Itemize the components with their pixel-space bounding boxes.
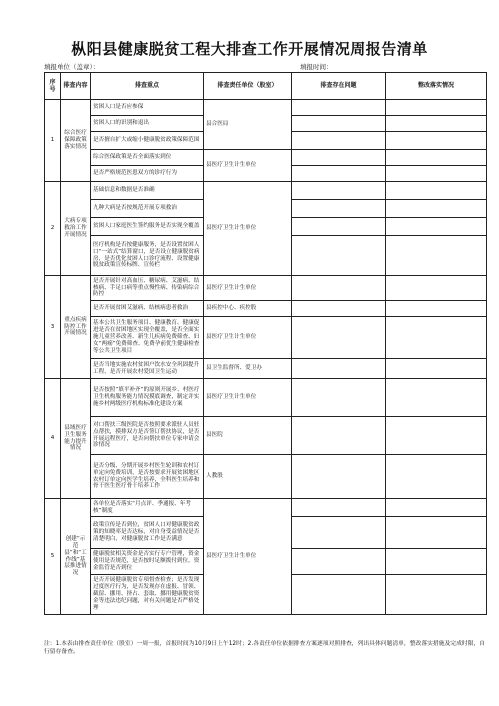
row-content: 大病专项救治工作开展情况 (61, 182, 91, 276)
dept-cell: 县医疗卫生计生单位 (204, 276, 292, 301)
rectify-cell[interactable] (386, 517, 487, 549)
row-content: 创建“示范县”和“工作线”基层推进情况 (61, 499, 91, 615)
focus-cell: 政策宣传是否到位，贫困人口对健康脱贫政策的知晓率是否达标，对自身受益情况是否清楚明白，对健康脱贫工作是否满意 (91, 517, 204, 549)
table-row (45, 182, 487, 200)
table-row (45, 417, 487, 455)
rectify-cell[interactable] (386, 317, 487, 359)
unit-label: 填报单位（盖章）： (44, 63, 100, 71)
dept-cell: 县疾控中心、疾控股 (204, 301, 292, 317)
focus-cell: 贫困人口家庭医生签约服务是否实现全覆盖 (91, 218, 204, 236)
issues-cell[interactable] (292, 236, 386, 276)
focus-cell: 医疗机构是否按健康服务，是否设置贫困人口“一站式”结算窗口，是否设立健康脱贫病房，是否优化贫困人口诊疗流程、设置健康脱贫政策宣传标牌、宣传栏 (91, 236, 204, 276)
table-row (45, 301, 487, 317)
dept-cell: 县医疗卫生计生单位 (204, 499, 292, 615)
rectify-cell[interactable] (386, 276, 487, 301)
issues-cell[interactable] (292, 417, 386, 455)
rectify-cell[interactable] (386, 575, 487, 615)
issues-cell[interactable] (292, 455, 386, 499)
focus-cell: 贫困人口的识别和退出 (91, 116, 204, 132)
header-seq: 序号 (45, 73, 61, 100)
focus-cell: 基本公共卫生服务项目、健康教育、健康促进是否在贫困地区实现全覆盖，是否全面实施儿童营养改善、新生儿疾病免费筛查、妇女“两癌”免费筛查、免费孕前优生健康检查等公共卫生项目 (91, 317, 204, 359)
rectify-cell[interactable] (386, 417, 487, 455)
header-issues: 排查存在问题 (292, 73, 386, 100)
focus-cell: 是否分级、分期开展乡村医生轮训和农村订单定向免费培训，是否按要求开展贫困地区农村订单定向医学生培养，全科医生培养和骨干医生医疗骨干培养工作 (91, 455, 204, 499)
header-rectify: 整改落实情况 (386, 73, 487, 100)
table-row (45, 317, 487, 359)
time-label: 填报时间： (300, 63, 333, 71)
dept-cell: 县医院 (204, 417, 292, 455)
issues-cell[interactable] (292, 549, 386, 575)
rectify-cell[interactable] (386, 132, 487, 150)
header-row (45, 73, 487, 100)
issues-cell[interactable] (292, 499, 386, 517)
dept-cell: 县医疗卫生计生单位 (204, 150, 292, 182)
focus-cell: 是否开展针对高血压、糖尿病、艾滋病、结核病、手足口病等重点慢性病、传染病综合防控 (91, 276, 204, 301)
row-content: 综合医疗保障政策落实情况 (61, 100, 91, 182)
row-seq: 3 (45, 276, 61, 379)
rectify-cell[interactable] (386, 166, 487, 182)
focus-cell: 基础信息和数据是否准确 (91, 182, 204, 200)
focus-cell: 九种大病是否按规范开展专项救治 (91, 200, 204, 218)
rectify-cell[interactable] (386, 301, 487, 317)
focus-cell: 贫困人口是否应参保 (91, 100, 204, 116)
rectify-cell[interactable] (386, 200, 487, 218)
focus-cell: 健康脱贫相关资金是否实行专户管理，资金使用是否规范，是否按时足额拨付到位，资金监管是否到位 (91, 549, 204, 575)
focus-cell: 是否严格规范医患双方的诊疗行为 (91, 166, 204, 182)
row-seq: 2 (45, 182, 61, 276)
rectify-cell[interactable] (386, 455, 487, 499)
dept-cell: 县合医局 (204, 100, 292, 150)
row-seq: 4 (45, 379, 61, 499)
row-content: 县域医疗卫生服务能力提升情况 (61, 379, 91, 499)
issues-cell[interactable] (292, 317, 386, 359)
row-seq: 5 (45, 499, 61, 615)
focus-cell: 是否开展健康脱贫专项督查检查；是否发现过度医疗行为，是否发现存在虚报、冒领、截留、挪用、挤占、套取、挪用健康脱贫资金等违法违纪问题，对有关问题是否严格处理 (91, 575, 204, 615)
issues-cell[interactable] (292, 359, 386, 379)
rectify-cell[interactable] (386, 359, 487, 379)
issues-cell[interactable] (292, 218, 386, 236)
rectify-cell[interactable] (386, 100, 487, 116)
issues-cell[interactable] (292, 150, 386, 166)
issues-cell[interactable] (292, 132, 386, 150)
table-row (45, 150, 487, 166)
rectify-cell[interactable] (386, 379, 487, 417)
focus-cell: 是否当地实施农村贫困户饮水安全巩固提升工程，是否开展农村爱国卫生运动 (91, 359, 204, 379)
header-dept: 排查责任单位（股室） (204, 73, 292, 100)
issues-cell[interactable] (292, 116, 386, 132)
rectify-cell[interactable] (386, 150, 487, 166)
header-focus: 排查重点 (91, 73, 204, 100)
issues-cell[interactable] (292, 182, 386, 200)
table-row (45, 100, 487, 116)
focus-cell: 各单位是否落实“月点评、季通报、年考核”制度 (91, 499, 204, 517)
table-row (45, 359, 487, 379)
issues-cell[interactable] (292, 517, 386, 549)
table-row (45, 499, 487, 517)
dept-cell: 县卫生监督所、爱卫办 (204, 359, 292, 379)
dept-cell: 县医疗卫生计生单位 (204, 379, 292, 417)
issues-cell[interactable] (292, 200, 386, 218)
focus-cell: 对口帮扶三级医院是否按照要求派驻人员驻点帮扶，摸排双方是否签订帮扶协议，是否开展远程医疗，是否向帮扶单位专家申请会诊情况 (91, 417, 204, 455)
issues-cell[interactable] (292, 379, 386, 417)
report-table (44, 72, 487, 615)
rectify-cell[interactable] (386, 236, 487, 276)
issues-cell[interactable] (292, 301, 386, 317)
rectify-cell[interactable] (386, 218, 487, 236)
dept-cell: 县医疗卫生计生单位 (204, 182, 292, 276)
row-content: 重点疾病防控工作开展情况 (61, 276, 91, 379)
focus-cell: 是否擅自扩大或缩小健康脱贫政策保障范围 (91, 132, 204, 150)
focus-cell: 是否按照“填平补齐”的原则开展乡、村医疗卫生机构服务能力情况摸底调查，制定并实施乡村两级医疗机构标准化建设方案 (91, 379, 204, 417)
focus-cell: 综合医保政策是否全面落实到位 (91, 150, 204, 166)
table-row (45, 379, 487, 417)
rectify-cell[interactable] (386, 116, 487, 132)
focus-cell: 是否开展贫困艾滋病、结核病患者救治 (91, 301, 204, 317)
issues-cell[interactable] (292, 276, 386, 301)
header-content: 排查内容 (61, 73, 91, 100)
row-seq: 1 (45, 100, 61, 182)
table-row (45, 455, 487, 499)
dept-cell: 人教股 (204, 455, 292, 499)
issues-cell[interactable] (292, 100, 386, 116)
rectify-cell[interactable] (386, 499, 487, 517)
page-title: 枞阳县健康脱贫工程大排查工作开展情况周报告清单 (71, 40, 428, 58)
issues-cell[interactable] (292, 166, 386, 182)
rectify-cell[interactable] (386, 182, 487, 200)
dept-cell: 县医疗卫生计生单位 (204, 317, 292, 359)
issues-cell[interactable] (292, 575, 386, 615)
footnote: 注：1.本表由排查责任单位（股室）一周一报，首报时间为10月9日上午12时；2.各责任单位依据排查方案逐项对照排查，列出具体问题清单，整改落实措施及完成时限，自行留存备查。 (44, 641, 486, 656)
table-row (45, 276, 487, 301)
rectify-cell[interactable] (386, 549, 487, 575)
